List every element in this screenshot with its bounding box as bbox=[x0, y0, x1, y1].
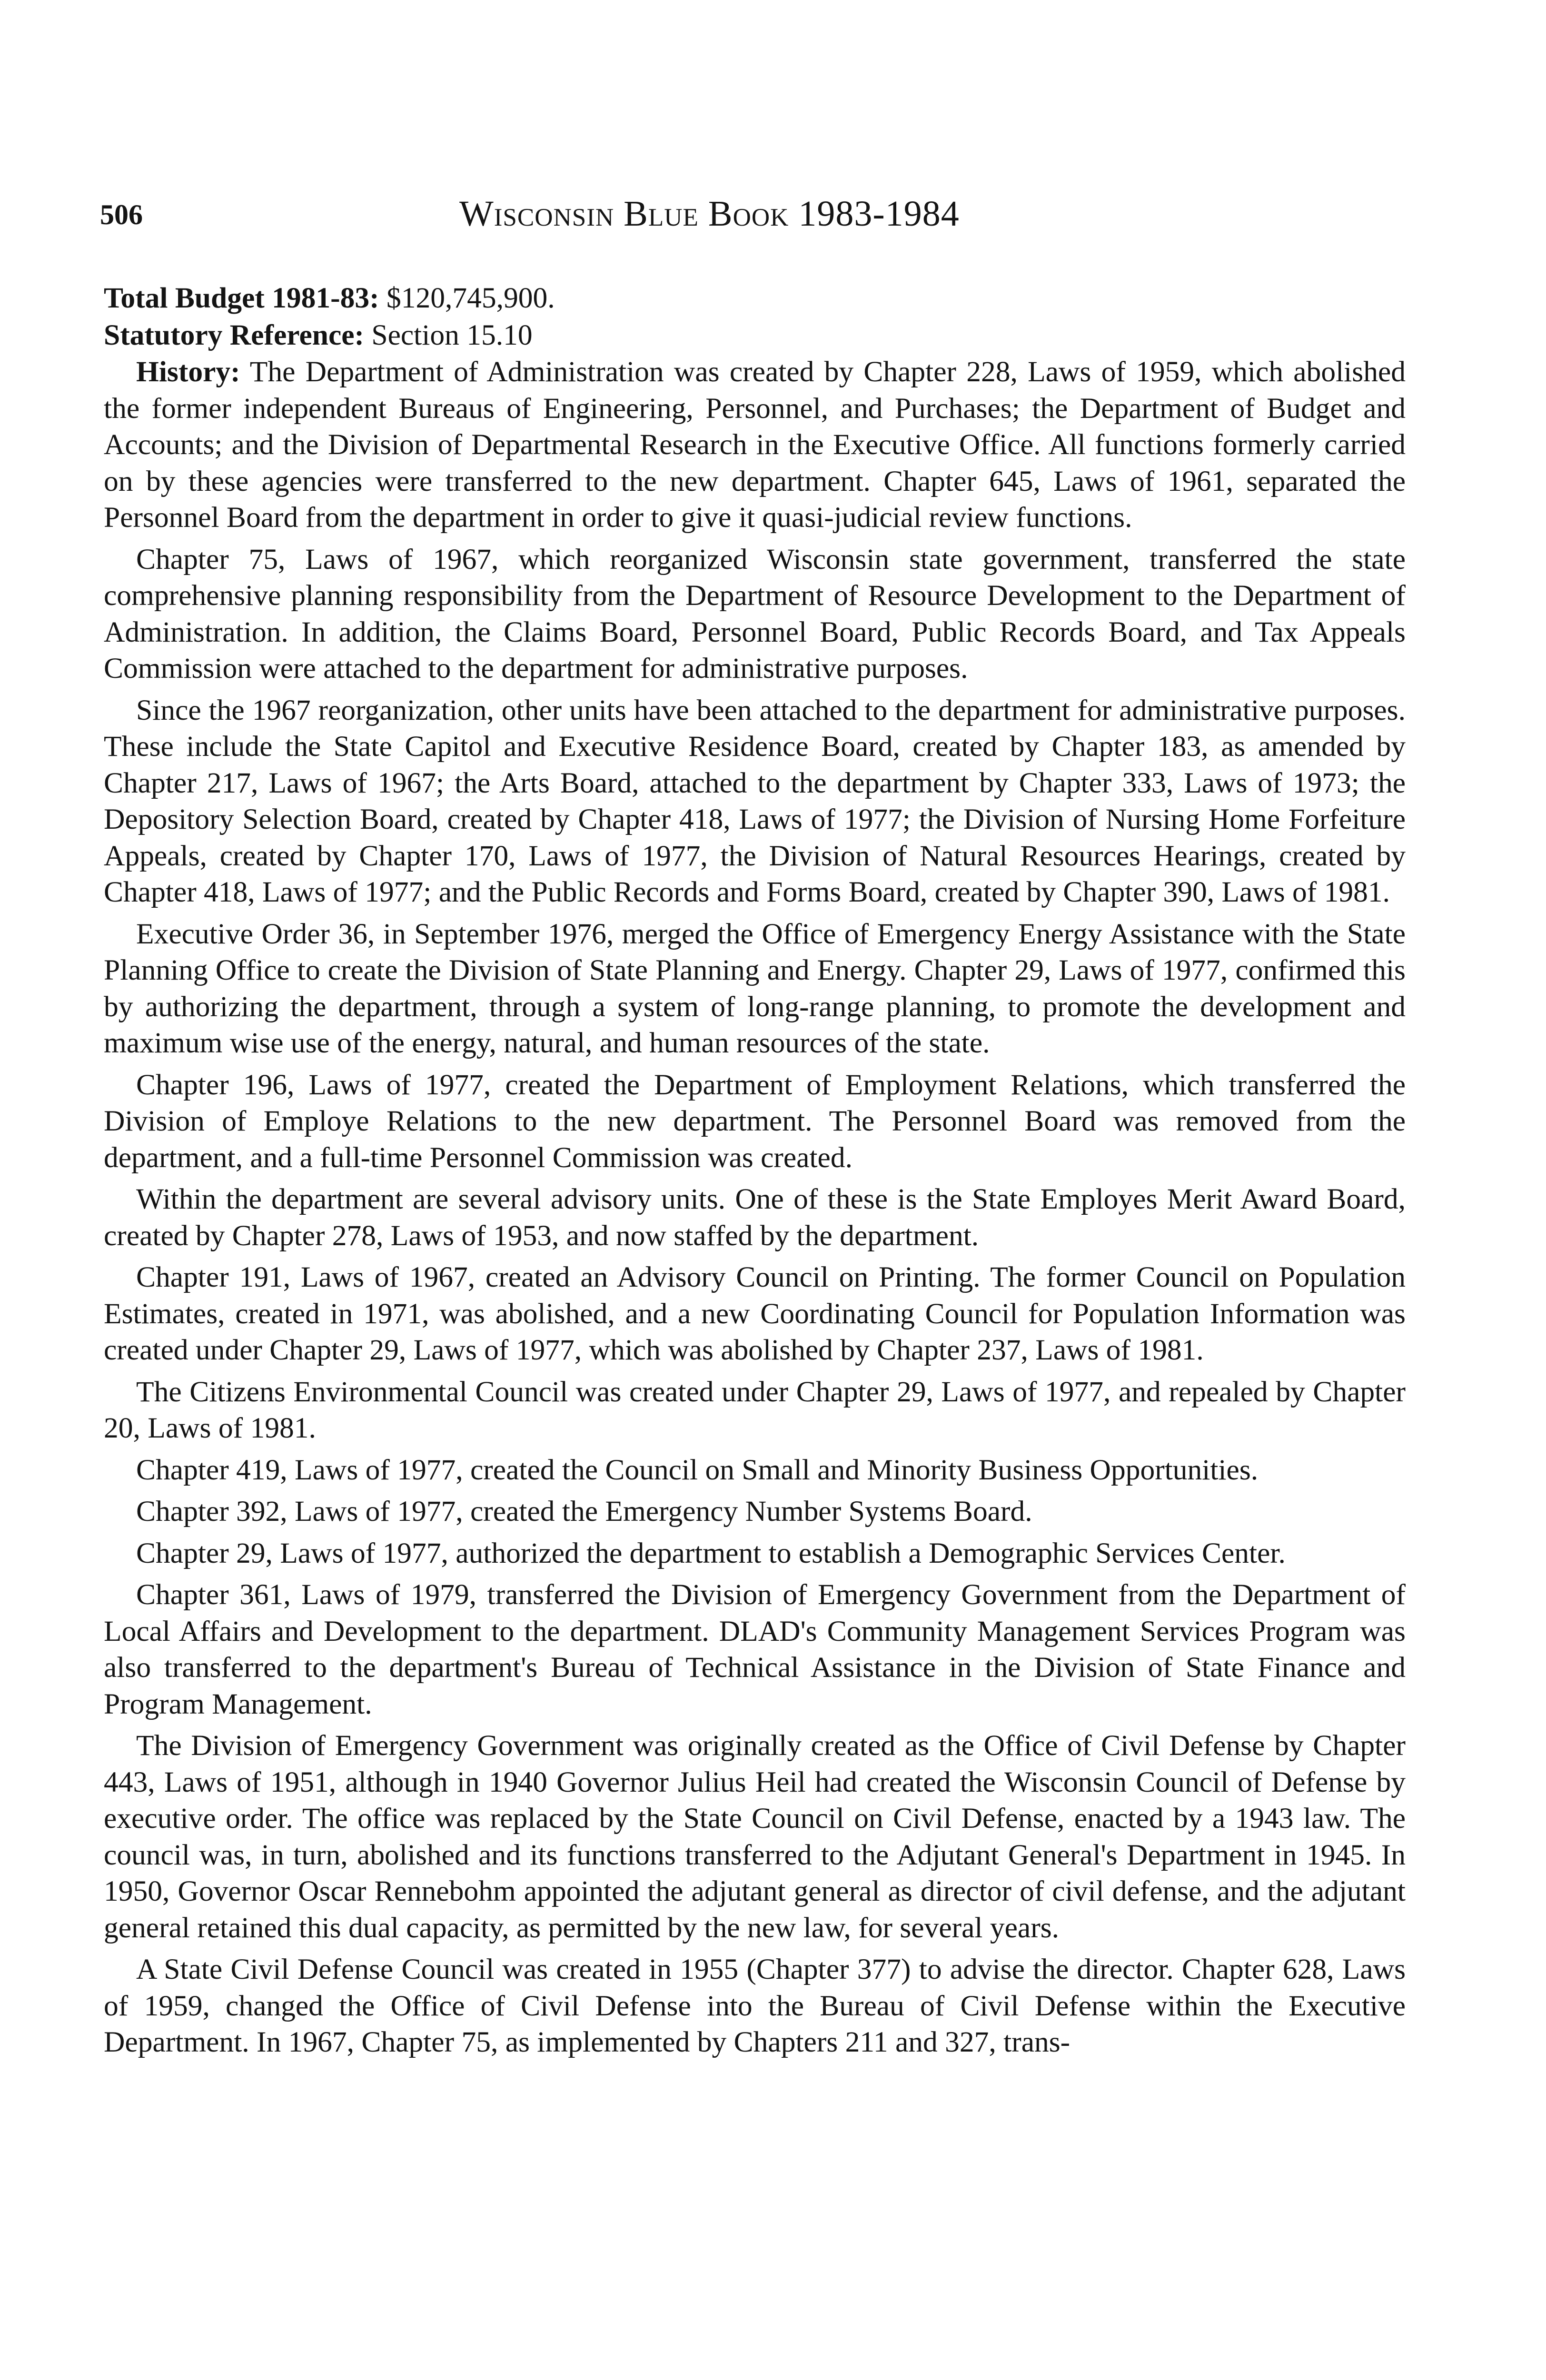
paragraph-executive-order-36: Executive Order 36, in September 1976, merged the Office of Emergency Energy Assistance with the State Planning Office to create the Division of State Planning and Energy. Chapter 29, Laws of 1977, confirmed this by authorizing the department, through a system of long-range planning, to promote the development and maximum wise use of the energy, natural, and human resources of the state. bbox=[104, 917, 1406, 1059]
paragraph-small-minority-business: Chapter 419, Laws of 1977, created the Council on Small and Minority Business Opportunities. bbox=[136, 1453, 1259, 1486]
history-text: The Department of Administration was created by Chapter 228, Laws of 1959, which abolished the former independent Bureaus of Engineering, Personnel, and Purchases; the Department of Budget and Accounts; and the Division of Departmental Research in the Executive Office. All functions formerly carried on by these agencies were transferred to the new department. Chapter 645, Laws of 1961, separated the Personnel Board from the department in order to give it quasi-judicial review functions. bbox=[104, 356, 1406, 534]
paragraph-civil-defense-council: A State Civil Defense Council was created in 1955 (Chapter 377) to advise the director. Chapter 628, Laws of 1959, changed the Office of Civil Defense into the Bureau of Civil Defense within the Executive Department. In 1967, Chapter 75, as implemented by Chapters 211 and 327, trans- bbox=[104, 1953, 1406, 2058]
page-number: 506 bbox=[100, 199, 143, 230]
total-budget-label: Total Budget 1981-83: bbox=[104, 282, 379, 314]
paragraph-printing-council: Chapter 191, Laws of 1967, created an Advisory Council on Printing. The former Council on Population Estimates, created in 1971, was abolished, and a new Coordinating Council for Population Information was created under Chapter 29, Laws of 1977, which was abolished by Chapter 237, Laws of 1981. bbox=[104, 1261, 1406, 1366]
paragraph-employment-relations: Chapter 196, Laws of 1977, created the Department of Employment Relations, which transferred the Division of Employe Relations to the new department. The Personnel Board was removed from the department, and a full-time Personnel Commission was created. bbox=[104, 1068, 1406, 1174]
paragraph-demographic-services: Chapter 29, Laws of 1977, authorized the department to establish a Demographic Services Center. bbox=[136, 1537, 1286, 1569]
statutory-reference-value: Section 15.10 bbox=[364, 318, 533, 351]
page-body bbox=[104, 280, 1406, 2066]
history-paragraph bbox=[104, 354, 1406, 536]
paragraph-advisory-units: Within the department are several advisory units. One of these is the State Employes Merit Award Board, created by Chapter 278, Laws of 1953, and now staffed by the department. bbox=[104, 1183, 1406, 1252]
statutory-reference-line bbox=[104, 317, 1406, 354]
paragraph-environmental-council: The Citizens Environmental Council was created under Chapter 29, Laws of 1977, and repealed by Chapter 20, Laws of 1981. bbox=[104, 1375, 1406, 1444]
total-budget-value: $120,745,900. bbox=[379, 282, 555, 314]
history-label: History: bbox=[136, 356, 240, 388]
statutory-reference-label: Statutory Reference: bbox=[104, 318, 365, 351]
paragraph-attached-units: Since the 1967 reorganization, other units have been attached to the department for administrative purposes. These include the State Capitol and Executive Residence Board, created by Chapter 183, as amended by Chapter 217, Laws of 1967; the Arts Board, attached to the department by Chapter 333, Laws of 1973; the Depository Selection Board, created by Chapter 418, Laws of 1977; the Division of Nursing Home Forfeiture Appeals, created by Chapter 170, Laws of 1977, the Division of Natural Resources Hearings, created by Chapter 418, Laws of 1977; and the Public Records and Forms Board, created by Chapter 390, Laws of 1981. bbox=[104, 694, 1406, 908]
paragraph-emergency-number: Chapter 392, Laws of 1977, created the Emergency Number Systems Board. bbox=[136, 1495, 1032, 1527]
running-head-title: Wisconsin Blue Book 1983-1984 bbox=[459, 194, 960, 234]
paragraph-emergency-government-transfer: Chapter 361, Laws of 1979, transferred the Division of Emergency Government from the Department of Local Affairs and Development to the department. DLAD's Community Management Services Program was also transferred to the department's Bureau of Technical Assistance in the Division of State Finance and Program Management. bbox=[104, 1578, 1406, 1720]
total-budget-line bbox=[104, 280, 1406, 317]
paragraph-civil-defense-history: The Division of Emergency Government was originally created as the Office of Civil Defense by Chapter 443, Laws of 1951, although in 1940 Governor Julius Heil had created the Wisconsin Council of Defense by executive order. The office was replaced by the State Council on Civil Defense, enacted by a 1943 law. The council was, in turn, abolished and its functions transferred to the Adjutant General's Department in 1945. In 1950, Governor Oscar Rennebohm appointed the adjutant general as director of civil defense, and the adjutant general retained this dual capacity, as permitted by the new law, for several years. bbox=[104, 1729, 1406, 1944]
paragraph-1967-reorganization: Chapter 75, Laws of 1967, which reorganized Wisconsin state government, transferred the state comprehensive planning responsibility from the Department of Resource Development to the Department of Administration. In addition, the Claims Board, Personnel Board, Public Records Board, and Tax Appeals Commission were attached to the department for administrative purposes. bbox=[104, 543, 1406, 684]
